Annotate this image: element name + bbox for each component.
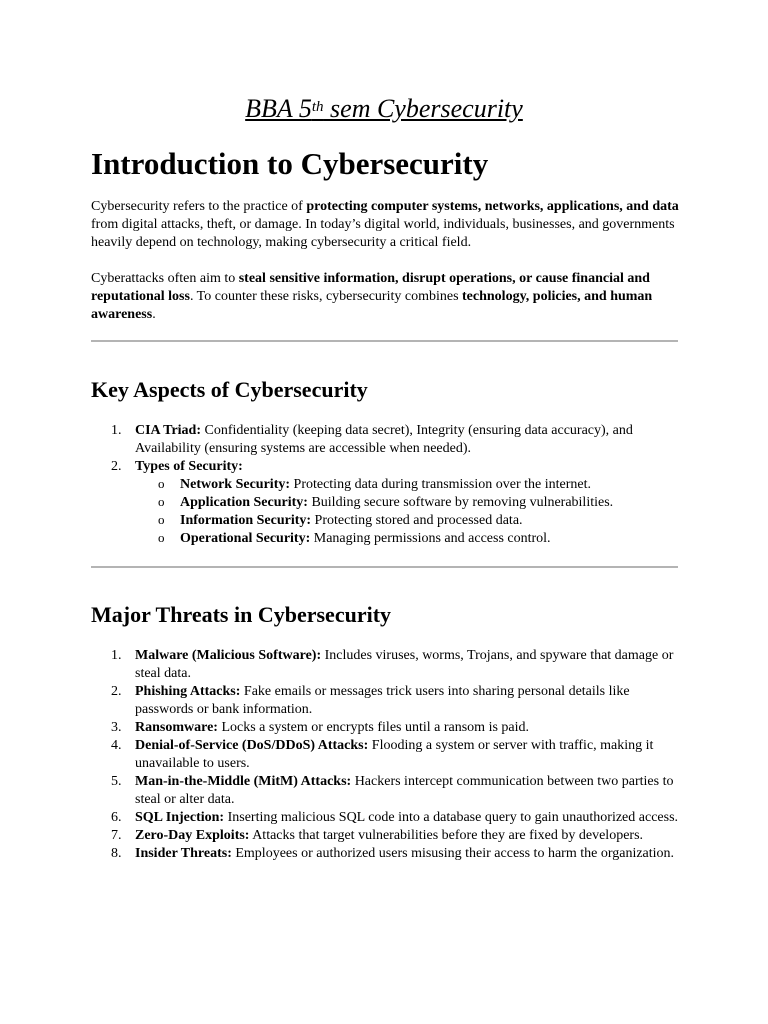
list-number: 1. (111, 423, 122, 438)
list-item (91, 773, 685, 809)
intro-p2-text-c: . To counter these risks, cybersecurity combines (189, 289, 463, 304)
list-number: 8. (111, 846, 122, 861)
list-item (91, 737, 685, 773)
list-number: 2. (111, 459, 122, 474)
list-number: 1. (111, 648, 122, 663)
horizontal-rule (91, 340, 678, 342)
circle-bullet-icon: o (158, 476, 165, 491)
circle-bullet-icon: o (158, 530, 165, 545)
list-item (91, 683, 685, 719)
intro-paragraph-1 (91, 198, 685, 252)
item-text: Attacks that target vulnerabilities before they are fixed by developers. (249, 828, 644, 843)
item-text: Inserting malicious SQL code into a database query to gain unauthorized access. (224, 810, 679, 825)
course-title-prefix: BBA 5 (245, 94, 312, 123)
intro-paragraph-2 (91, 270, 685, 324)
key-aspects-list (91, 422, 685, 548)
circle-bullet-icon: o (158, 512, 165, 527)
list-number: 3. (111, 720, 122, 735)
course-title-superscript: th (311, 99, 324, 115)
list-number: 6. (111, 810, 122, 825)
list-item (91, 809, 685, 827)
subitem-label: Application Security: (180, 495, 308, 510)
item-label: CIA Triad: (135, 423, 201, 438)
security-types-sublist (135, 476, 685, 548)
sublist-item (135, 512, 685, 530)
course-title (0, 92, 768, 126)
list-item (91, 827, 685, 845)
horizontal-rule (91, 566, 678, 568)
list-item (91, 719, 685, 737)
threats-heading: Major Threats in Cybersecurity (91, 602, 392, 627)
intro-p2-text-a: Cyberattacks often aim to (91, 271, 239, 286)
circle-bullet-icon: o (158, 494, 165, 509)
key-aspects-heading: Key Aspects of Cybersecurity (91, 377, 368, 402)
item-label: Zero-Day Exploits: (135, 828, 250, 843)
list-number: 7. (111, 828, 122, 843)
item-label: Malware (Malicious Software): (135, 648, 322, 663)
item-label: Insider Threats: (135, 846, 232, 861)
threats-list (91, 647, 685, 863)
item-text: Employees or authorized users misusing their access to harm the organization. (231, 846, 675, 861)
subitem-label: Operational Security: (180, 531, 311, 546)
intro-p2-bold-2: technology, policies, and human awareness (91, 289, 653, 322)
item-label: Types of Security: (135, 459, 243, 474)
intro-p1-bold: protecting computer systems, networks, applications, and data (306, 199, 679, 214)
list-number: 2. (111, 684, 122, 699)
item-text: Includes viruses, worms, Trojans, and spyware that damage or steal data. (135, 648, 674, 681)
item-label: Denial-of-Service (DoS/DDoS) Attacks: (135, 738, 369, 753)
intro-heading: Introduction to Cybersecurity (91, 146, 489, 181)
subitem-text: Protecting stored and processed data. (311, 513, 523, 528)
intro-p1-text-c: from digital attacks, theft, or damage. In today’s digital world, individuals, businesses, and governments heavily depend on technology, making cybersecurity a critical field. (91, 217, 675, 250)
item-label: Phishing Attacks: (135, 684, 241, 699)
sublist-item (135, 494, 685, 512)
subitem-label: Information Security: (180, 513, 312, 528)
subitem-text: Managing permissions and access control. (310, 531, 551, 546)
list-number: 4. (111, 738, 122, 753)
item-label: SQL Injection: (135, 810, 225, 825)
course-title-suffix: sem Cybersecurity (323, 94, 523, 123)
list-item (91, 458, 685, 548)
sublist-item (135, 476, 685, 494)
item-text: Flooding a system or server with traffic, making it unavailable to users. (135, 738, 654, 771)
item-text: Locks a system or encrypts files until a ransom is paid. (217, 720, 530, 735)
item-label: Ransomware: (135, 720, 218, 735)
intro-p1-text-a: Cybersecurity refers to the practice of (91, 199, 307, 214)
list-number: 5. (111, 774, 122, 789)
intro-p2-text-e: . (152, 307, 156, 322)
list-item (91, 647, 685, 683)
list-item (91, 422, 685, 458)
subitem-text: Protecting data during transmission over the internet. (290, 477, 591, 492)
list-item (91, 845, 685, 863)
item-text: Hackers intercept communication between two parties to steal or alter data. (135, 774, 674, 807)
subitem-label: Network Security: (180, 477, 291, 492)
item-text: Fake emails or messages trick users into sharing personal details like passwords or bank information. (135, 684, 630, 717)
item-label: Man-in-the-Middle (MitM) Attacks: (135, 774, 352, 789)
subitem-text: Building secure software by removing vulnerabilities. (307, 495, 614, 510)
sublist-item (135, 530, 685, 548)
intro-p2-bold-1: steal sensitive information, disrupt operations, or cause financial and reputational loss (91, 271, 650, 304)
item-text: Confidentiality (keeping data secret), Integrity (ensuring data accuracy), and Availability (ensuring systems are accessible when needed). (135, 423, 633, 456)
